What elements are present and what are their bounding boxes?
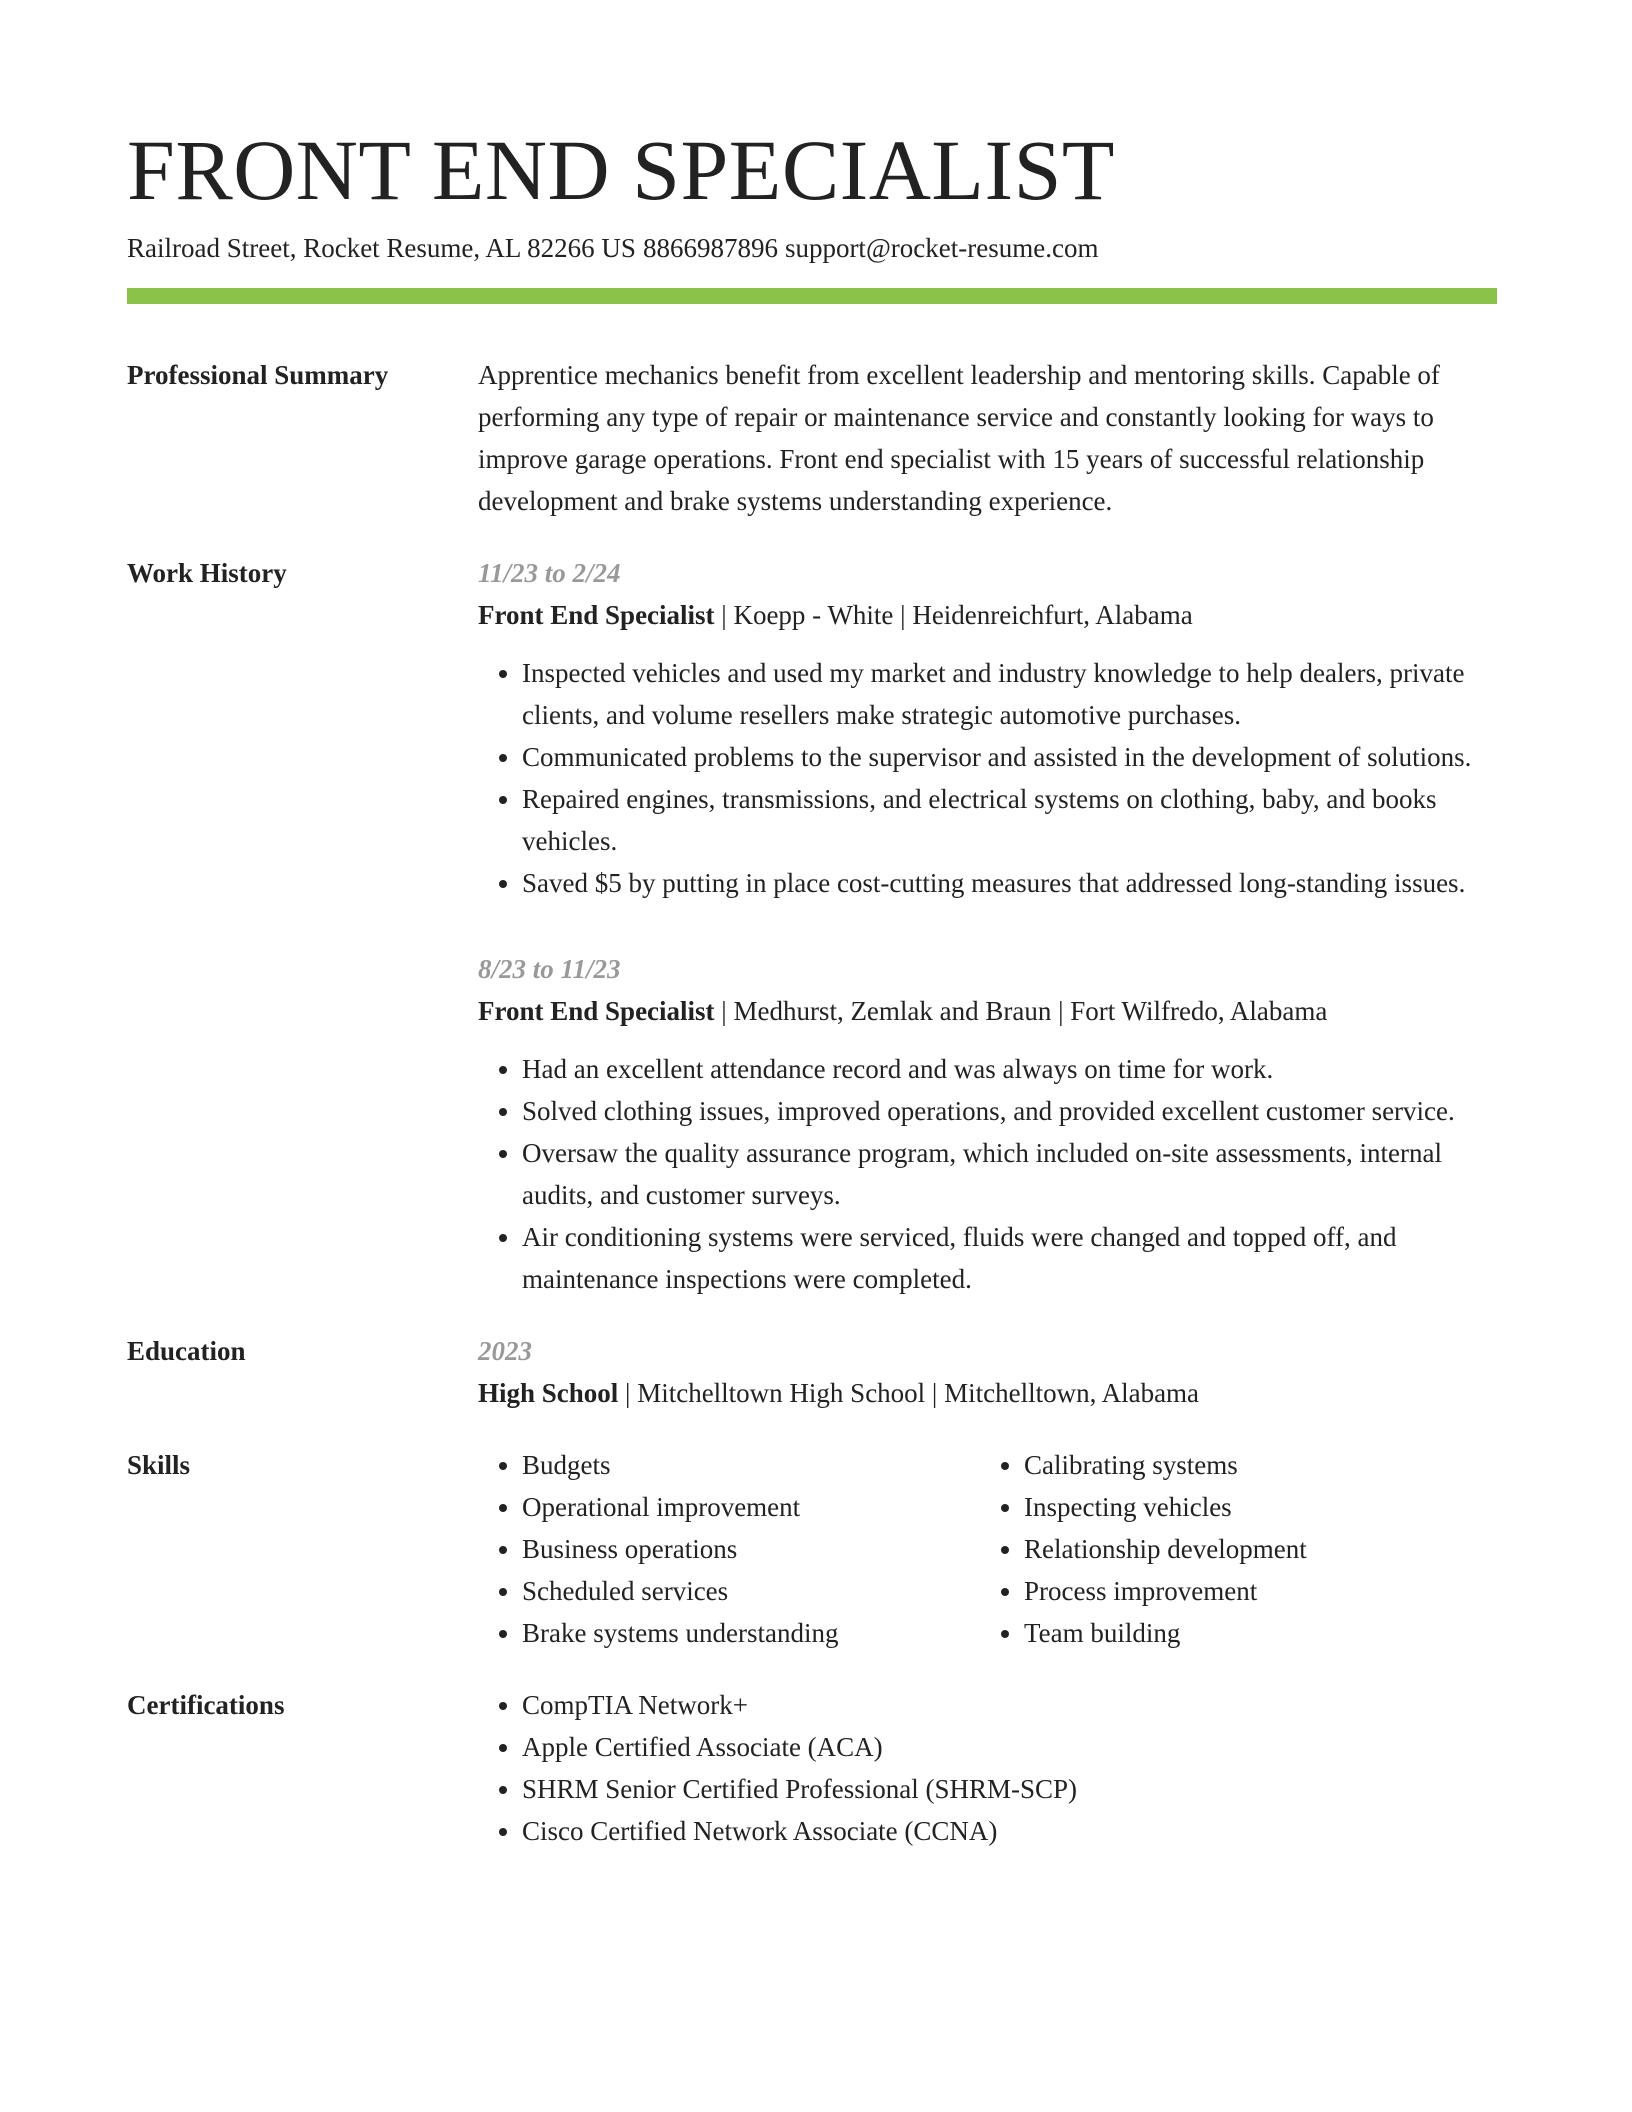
skill-item: • Inspecting vehicles [1024,1486,1482,1528]
skills-column-left [478,1444,980,1654]
certifications-list [478,1684,1497,1852]
summary-body [478,354,1497,522]
work-history-label: Work History [127,558,287,588]
job-bullet: • Oversaw the quality assurance program, which included on-site assessments, internal audits, and customer surveys. [522,1132,1497,1216]
skill-item: • Operational improvement [522,1486,980,1528]
job-dates: 8/23 to 11/23 [478,954,621,984]
summary-section [127,354,1497,522]
skills-column-right [980,1444,1482,1654]
certification-item: • CompTIA Network+ [522,1684,1497,1726]
education-section [127,1330,1497,1414]
job-details: | Medhurst, Zemlak and Braun | Fort Wilfredo, Alabama [714,996,1328,1026]
job-bullet: • Solved clothing issues, improved operations, and provided excellent customer service. [522,1090,1497,1132]
work-history-section [127,552,1497,1300]
job-title: Front End Specialist [478,600,715,630]
skills-grid [478,1444,1497,1654]
summary-label: Professional Summary [127,360,389,390]
certification-item: • Cisco Certified Network Associate (CCNA) [522,1810,1497,1852]
certifications-section [127,1684,1497,1852]
job-bullet: • Repaired engines, transmissions, and electrical systems on clothing, baby, and books vehicles. [522,778,1497,862]
certifications-body [478,1684,1497,1852]
contact-phone: 8866987896 [642,233,778,263]
job-dates: 11/23 to 2/24 [478,558,621,588]
education-degree: High School [478,1378,619,1408]
header-divider [127,288,1497,304]
education-year: 2023 [478,1336,532,1366]
job-bullets [478,652,1497,904]
certification-item: • SHRM Senior Certified Professional (SHRM-SCP) [522,1768,1497,1810]
skill-item: • Budgets [522,1444,980,1486]
job-bullet: • Had an excellent attendance record and was always on time for work. [522,1048,1497,1090]
skill-item: • Business operations [522,1528,980,1570]
job-role-line [478,594,1497,636]
contact-line [127,230,1497,266]
job-entry [478,948,1497,1300]
education-body [478,1330,1497,1414]
job-details: | Koepp - White | Heidenreichfurt, Alabama [714,600,1193,630]
skill-item: • Relationship development [1024,1528,1482,1570]
certification-item: • Apple Certified Associate (ACA) [522,1726,1497,1768]
skill-item: • Process improvement [1024,1570,1482,1612]
resume-page [127,0,1497,1852]
contact-address: Railroad Street, Rocket Resume, AL 82266 US [127,233,636,263]
skill-item: • Team building [1024,1612,1482,1654]
job-entry [478,552,1497,904]
skill-item: • Scheduled services [522,1570,980,1612]
certifications-label: Certifications [127,1690,285,1720]
skills-section [127,1444,1497,1654]
skills-label: Skills [127,1450,191,1480]
work-history-body [478,552,1497,1300]
skill-item: • Brake systems understanding [522,1612,980,1654]
job-bullet: • Air conditioning systems were serviced, fluids were changed and topped off, and maintenance inspections were completed. [522,1216,1497,1300]
education-line [478,1372,1497,1414]
job-role-line [478,990,1497,1032]
job-bullet: • Inspected vehicles and used my market and industry knowledge to help dealers, private clients, and volume resellers make strategic automotive purchases. [522,652,1497,736]
skills-body [478,1444,1497,1654]
job-bullets [478,1048,1497,1300]
contact-email: support@rocket-resume.com [784,233,1099,263]
job-bullet: • Saved $5 by putting in place cost-cutting measures that addressed long-standing issues. [522,862,1497,904]
summary-text: Apprentice mechanics benefit from excellent leadership and mentoring skills. Capable of performing any type of repair or maintenance service and constantly looking for ways to improve garage operations. Front end specialist with 15 years of successful relationship development and brake systems understanding experience. [478,360,1440,516]
resume-title: FRONT END SPECIALIST [127,122,1115,218]
job-bullet: • Communicated problems to the supervisor and assisted in the development of solutions. [522,736,1497,778]
education-details: | Mitchelltown High School | Mitchelltown, Alabama [618,1378,1200,1408]
job-title: Front End Specialist [478,996,715,1026]
education-label: Education [127,1336,246,1366]
skill-item: • Calibrating systems [1024,1444,1482,1486]
